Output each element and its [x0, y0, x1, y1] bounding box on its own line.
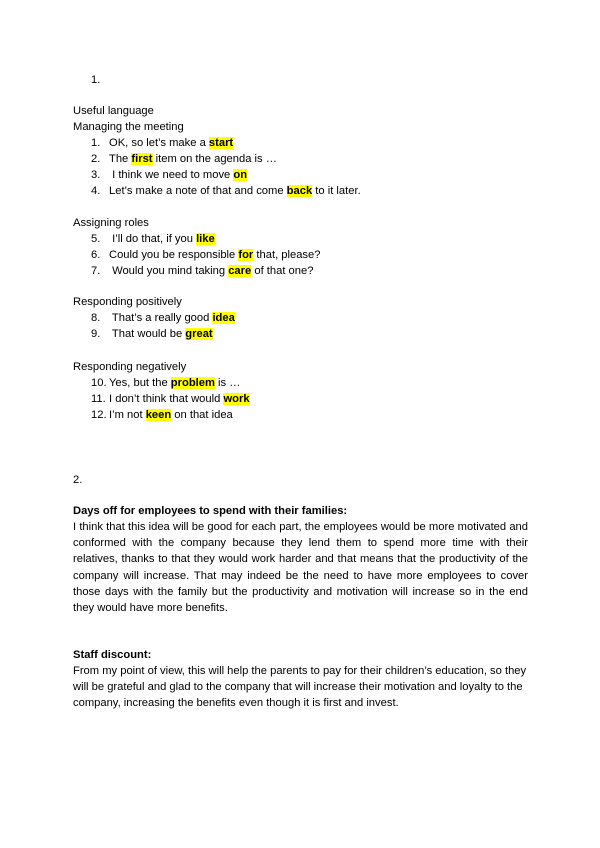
highlighted-word: care	[228, 265, 252, 277]
item-text: The	[109, 153, 132, 165]
responding-negatively-block	[73, 359, 250, 423]
item-number: 9.	[91, 328, 101, 340]
highlighted-word: first	[131, 153, 153, 165]
item-number: 10.	[91, 377, 107, 389]
group-title-negative: Responding negatively	[73, 361, 187, 373]
item-number: 5.	[91, 233, 101, 245]
highlighted-word: idea	[212, 312, 235, 324]
highlighted-word: back	[286, 185, 313, 197]
highlighted-word: work	[223, 393, 250, 405]
list-item	[73, 135, 234, 151]
item-text: I don’t think that would	[109, 393, 224, 405]
group-title-managing: Managing the meeting	[73, 121, 184, 133]
group-title-assigning: Assigning roles	[73, 217, 149, 229]
list-item	[73, 391, 250, 407]
paragraph-staff-discount: From my point of view, this will help the parents to pay for their children’s education, so they will be grateful and glad to the company that will increase their motivation and loyalty to the company, increasing the benefits even though it is first and invest.	[73, 665, 527, 710]
list-item	[73, 263, 314, 279]
list-item	[73, 151, 277, 167]
question-1-number: 1.	[91, 74, 101, 86]
useful-language-title: Useful language	[73, 105, 154, 117]
list-item	[73, 167, 248, 183]
assigning-roles-block	[73, 215, 321, 279]
highlighted-word: great	[185, 328, 213, 340]
item-number: 12.	[91, 409, 107, 421]
item-text: Would you mind taking	[109, 265, 229, 277]
paragraph-days-off: I think that this idea will be good for each part, the employees would be more motivated and conformed with the company because they lend them to spend more time with their relatives, thanks to that they would work harder and that means that the productivity of the company will increase. That may indeed be the need to have more employees to cover those days with the family but the productivity and motivation will increase so in the end they would have more benefits.	[73, 521, 528, 615]
item-text: Could you be responsible	[109, 249, 239, 261]
highlighted-word: like	[196, 233, 215, 245]
item-text: Yes, but the	[109, 377, 171, 389]
item-text: that, please?	[253, 249, 321, 261]
question-2-number: 2.	[73, 474, 83, 486]
item-number: 6.	[91, 249, 101, 261]
highlighted-word: problem	[170, 377, 215, 389]
days-off-section	[73, 503, 528, 616]
responding-positively-block	[73, 294, 235, 342]
item-number: 8.	[91, 312, 101, 324]
item-text: to it later.	[312, 185, 361, 197]
item-text: I’ll do that, if you	[109, 233, 197, 245]
item-text: I’m not	[109, 409, 146, 421]
item-number: 7.	[91, 265, 101, 277]
item-number: 3.	[91, 169, 101, 181]
item-number: 2.	[91, 153, 101, 165]
useful-language-block	[73, 103, 361, 199]
item-number: 1.	[91, 137, 101, 149]
list-item	[73, 375, 241, 391]
highlighted-word: for	[238, 249, 254, 261]
item-text: OK, so let’s make a	[109, 137, 209, 149]
highlighted-word: on	[233, 169, 248, 181]
list-item	[73, 231, 215, 247]
list-item	[73, 310, 235, 326]
item-number: 4.	[91, 185, 101, 197]
staff-discount-section	[73, 647, 533, 712]
list-item	[73, 326, 213, 342]
group-title-positive: Responding positively	[73, 296, 182, 308]
item-text: That’s a really good	[109, 312, 213, 324]
item-text: Let’s make a note of that and come	[109, 185, 287, 197]
section-heading-staff-discount: Staff discount:	[73, 649, 152, 661]
highlighted-word: start	[208, 137, 234, 149]
item-text: I think we need to move	[109, 169, 234, 181]
highlighted-word: keen	[145, 409, 172, 421]
item-text: item on the agenda is …	[152, 153, 277, 165]
list-item	[73, 183, 361, 199]
item-text: That would be	[109, 328, 186, 340]
item-text: is …	[214, 377, 241, 389]
list-item	[73, 247, 321, 263]
list-item	[73, 407, 233, 423]
item-number: 11.	[91, 393, 106, 405]
section-heading-days-off: Days off for employees to spend with their families:	[73, 505, 348, 517]
item-text: of that one?	[251, 265, 314, 277]
item-text: on that idea	[171, 409, 233, 421]
